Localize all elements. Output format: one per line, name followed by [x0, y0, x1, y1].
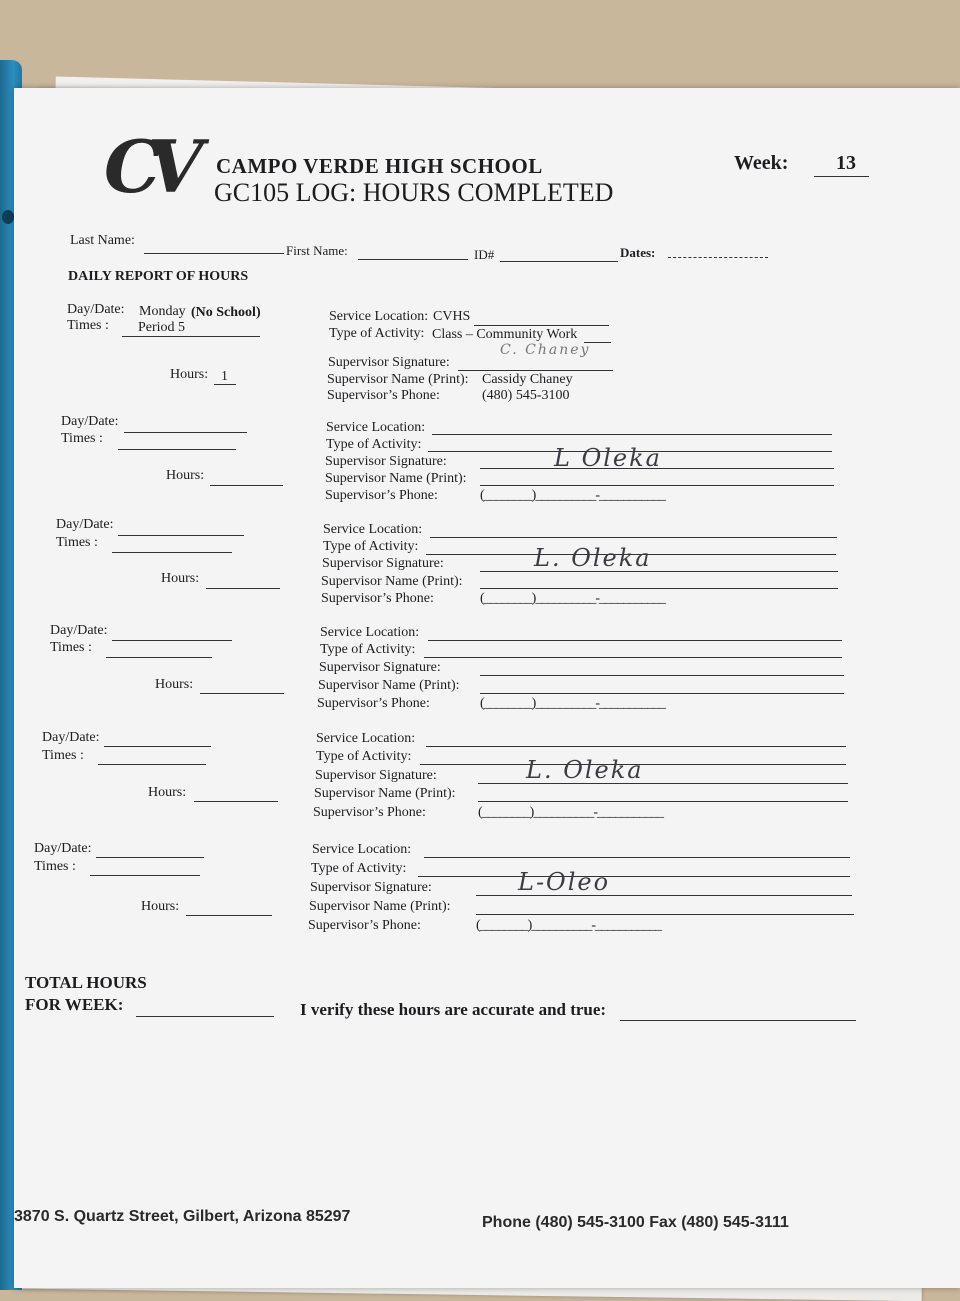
school-address: 3870 S. Quartz Street, Gilbert, Arizona 85297	[14, 1208, 351, 1225]
week-label: Week:	[734, 152, 789, 174]
supervisor-phone-field[interactable]: (________)__________-___________	[476, 918, 661, 933]
supervisor-signature-label: Supervisor Signature:	[319, 660, 441, 675]
week-line	[814, 176, 869, 177]
supervisor-phone-field[interactable]: (________)__________-___________	[480, 488, 665, 503]
service-location-label: Service Location:	[326, 420, 426, 435]
service-location-label: Service Location:	[320, 625, 420, 640]
id-label: ID#	[474, 247, 495, 262]
supervisor-signature-label: Supervisor Signature:	[322, 556, 444, 571]
day-date-label: Day/Date:	[61, 414, 119, 429]
hours-field[interactable]	[194, 801, 278, 802]
supervisor-name-label: Supervisor Name (Print):	[318, 678, 460, 693]
service-location-field[interactable]	[474, 325, 609, 326]
supervisor-name-label: Supervisor Name (Print):	[325, 471, 467, 486]
hours-value[interactable]: 1	[221, 369, 228, 384]
verify-label: I verify these hours are accurate and true:	[300, 1000, 607, 1019]
hours-label: Hours:	[155, 677, 194, 692]
day-date-label: Day/Date:	[56, 517, 114, 532]
hours-label: Hours:	[170, 367, 209, 382]
hours-field[interactable]	[210, 485, 283, 486]
times-label: Times :	[61, 431, 103, 446]
supervisor-phone-field[interactable]: (________)__________-___________	[480, 591, 665, 606]
supervisor-signature: C. Chaney	[500, 342, 591, 358]
first-name-label: First Name:	[286, 243, 348, 258]
form-title: GC105 LOG: HOURS COMPLETED	[214, 178, 614, 207]
section-title: DAILY REPORT OF HOURS	[68, 269, 249, 284]
service-location-label: Service Location:	[329, 309, 429, 324]
school-phone-fax: Phone (480) 545-3100 Fax (480) 545-3111	[482, 1214, 789, 1231]
activity-field[interactable]	[418, 876, 850, 877]
day-date-field[interactable]	[124, 432, 247, 433]
activity-label: Type of Activity:	[320, 642, 416, 657]
supervisor-name-field[interactable]	[480, 693, 844, 694]
times-label: Times :	[34, 859, 76, 874]
times-label: Times :	[50, 640, 92, 655]
activity-label: Type of Activity:	[326, 437, 422, 452]
total-hours-label: TOTAL HOURS	[25, 973, 147, 992]
supervisor-name-label: Supervisor Name (Print):	[327, 372, 469, 387]
supervisor-phone-label: Supervisor’s Phone:	[321, 591, 434, 606]
times-label: Times :	[56, 535, 98, 550]
activity-field[interactable]	[424, 657, 842, 658]
last-name-field[interactable]	[144, 253, 284, 254]
service-location-field[interactable]	[426, 746, 846, 747]
supervisor-phone-label: Supervisor’s Phone:	[313, 805, 426, 820]
supervisor-phone-value[interactable]: (480) 545-3100	[482, 388, 570, 403]
school-logo: CV	[104, 124, 190, 209]
school-name: CAMPO VERDE HIGH SCHOOL	[216, 154, 543, 178]
dates-label: Dates:	[620, 245, 656, 260]
dates-field[interactable]	[668, 257, 768, 258]
week-value[interactable]: 13	[836, 152, 856, 174]
hours-label: Hours:	[148, 785, 187, 800]
times-field[interactable]	[98, 764, 206, 765]
day-date-field[interactable]	[112, 640, 232, 641]
supervisor-signature: L. Oleka	[526, 756, 644, 784]
supervisor-phone-label: Supervisor’s Phone:	[308, 918, 421, 933]
activity-value[interactable]: Class – Community Work	[432, 327, 578, 342]
activity-label: Type of Activity:	[311, 861, 407, 876]
service-location-field[interactable]	[430, 537, 837, 538]
times-field[interactable]	[106, 657, 212, 658]
log-form-page	[14, 88, 960, 1288]
first-name-field[interactable]	[358, 259, 468, 260]
day-date-label: Day/Date:	[50, 623, 108, 638]
last-name-label: Last Name:	[70, 233, 135, 248]
service-location-value[interactable]: CVHS	[433, 309, 471, 324]
supervisor-phone-field[interactable]: (________)__________-___________	[480, 696, 665, 711]
times-field[interactable]	[122, 336, 260, 337]
supervisor-signature-label: Supervisor Signature:	[315, 768, 437, 783]
times-label: Times :	[42, 748, 84, 763]
day-date-field[interactable]	[96, 857, 204, 858]
binder-ring	[2, 210, 14, 224]
activity-label: Type of Activity:	[316, 749, 412, 764]
verify-signature-field[interactable]	[620, 1020, 856, 1021]
supervisor-name-field[interactable]	[478, 801, 848, 802]
id-field[interactable]	[500, 261, 618, 262]
service-location-field[interactable]	[428, 640, 842, 641]
times-field[interactable]	[112, 552, 232, 553]
hours-field[interactable]	[200, 693, 284, 694]
activity-label: Type of Activity:	[329, 326, 425, 341]
signature-field[interactable]	[480, 675, 844, 676]
hours-field[interactable]	[206, 588, 280, 589]
service-location-label: Service Location:	[316, 731, 416, 746]
hours-field[interactable]	[186, 915, 272, 916]
supervisor-name-label: Supervisor Name (Print):	[321, 574, 463, 589]
hours-label: Hours:	[141, 899, 180, 914]
supervisor-signature-label: Supervisor Signature:	[310, 880, 432, 895]
supervisor-name-value[interactable]: Cassidy Chaney	[482, 372, 573, 387]
service-location-field[interactable]	[424, 857, 850, 858]
supervisor-phone-label: Supervisor’s Phone:	[327, 388, 440, 403]
day-date-label: Day/Date:	[34, 841, 92, 856]
day-note: (No School)	[191, 305, 261, 320]
hours-label: Hours:	[166, 468, 205, 483]
hours-label: Hours:	[161, 571, 200, 586]
day-date-value[interactable]: Monday	[139, 304, 186, 319]
supervisor-name-field[interactable]	[476, 914, 854, 915]
supervisor-signature: L-Oleo	[518, 868, 611, 896]
day-date-label: Day/Date:	[42, 730, 100, 745]
supervisor-signature: L Oleka	[554, 444, 662, 472]
signature-field[interactable]	[458, 370, 613, 371]
times-label: Times :	[67, 318, 109, 333]
supervisor-signature-label: Supervisor Signature:	[328, 355, 450, 370]
supervisor-phone-label: Supervisor’s Phone:	[317, 696, 430, 711]
for-week-label: FOR WEEK:	[25, 995, 124, 1014]
supervisor-name-field[interactable]	[480, 485, 834, 486]
supervisor-name-label: Supervisor Name (Print):	[314, 786, 456, 801]
times-field[interactable]	[118, 449, 236, 450]
activity-label: Type of Activity:	[323, 539, 419, 554]
total-hours-field[interactable]	[136, 1016, 274, 1017]
service-location-label: Service Location:	[312, 842, 412, 857]
supervisor-signature-label: Supervisor Signature:	[325, 454, 447, 469]
supervisor-name-field[interactable]	[480, 588, 838, 589]
day-date-field[interactable]	[104, 746, 211, 747]
supervisor-phone-field[interactable]: (________)__________-___________	[478, 805, 663, 820]
supervisor-signature: L. Oleka	[534, 544, 652, 572]
service-location-field[interactable]	[432, 434, 832, 435]
times-field[interactable]	[90, 875, 200, 876]
service-location-label: Service Location:	[323, 522, 423, 537]
times-value[interactable]: Period 5	[138, 320, 186, 335]
day-date-label: Day/Date:	[67, 302, 125, 317]
supervisor-name-label: Supervisor Name (Print):	[309, 899, 451, 914]
day-date-field[interactable]	[118, 535, 244, 536]
supervisor-phone-label: Supervisor’s Phone:	[325, 488, 438, 503]
